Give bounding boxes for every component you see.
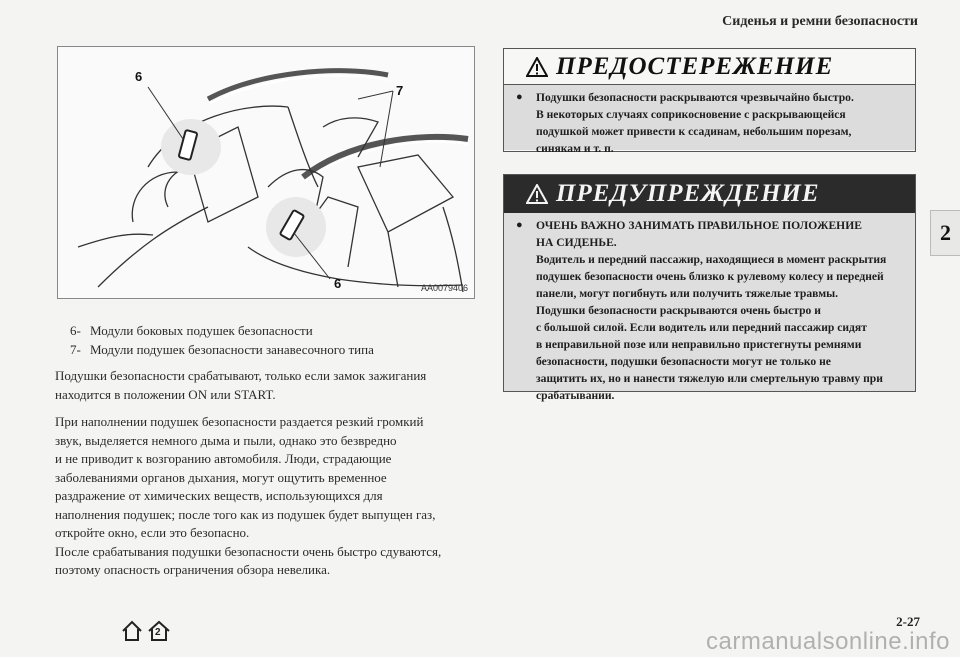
text-line: После срабатывания подушки безопасности очень быстро сдуваются, <box>55 543 442 559</box>
chapter-badge: 2 <box>155 627 161 638</box>
text-line: поэтому опасность ограничения обзора невелика. <box>55 562 331 577</box>
warning-header <box>504 175 915 213</box>
airbag-figure <box>57 46 475 299</box>
home-icon[interactable] <box>121 620 143 647</box>
text-line: синякам и т. п. <box>536 142 614 155</box>
watermark: carmanualsonline.info <box>706 628 950 655</box>
text-line: Подушки безопасности раскрываются очень быстро и <box>536 304 821 317</box>
text-line: раздражение от химических веществ, использующихся для <box>55 488 383 503</box>
warning-body <box>504 213 915 402</box>
text-line: и не приводит к возгоранию автомобиля. Люди, страдающие <box>55 451 392 466</box>
text-line: подушкой может привести к ссадинам, небольшим порезам, <box>536 125 852 138</box>
caption-text: Модули боковых подушек безопасности <box>90 323 313 338</box>
caution-body <box>504 85 915 155</box>
text-line: заболеваниями органов дыхания, могут ощутить временное <box>55 469 387 485</box>
text-line: Водитель и передний пассажир, находящиеся в момент раскрытия <box>536 253 887 266</box>
warning-triangle-icon <box>526 57 548 77</box>
text-line: наполнения подушек; после того как из подушек будет выпущен газ, <box>55 506 436 522</box>
text-line: ОЧЕНЬ ВАЖНО ЗАНИМАТЬ ПРАВИЛЬНОЕ ПОЛОЖЕНИЕ <box>536 219 862 232</box>
warning-triangle-icon <box>526 184 548 204</box>
callout-6-top: 6 <box>135 69 143 84</box>
warning-box <box>503 174 916 402</box>
list-item <box>516 217 907 404</box>
page-number: 2-27 <box>896 614 920 629</box>
callout-7: 7 <box>396 83 404 98</box>
caption-item <box>70 340 480 359</box>
caption-item <box>70 321 480 340</box>
caution-title: ПРЕДОСТЕРЕЖЕНИЕ <box>556 52 834 80</box>
text-line: При наполнении подушек безопасности раздается резкий громкий <box>55 414 424 429</box>
text-line: Подушки безопасности раскрываются чрезвычайно быстро. <box>536 91 854 104</box>
text-line: срабатывании. <box>536 389 615 402</box>
running-header: Сиденья и ремни безопасности <box>722 14 918 29</box>
caption-text: Модули подушек безопасности занавесочного типа <box>90 342 374 357</box>
caption-number: 7- <box>70 342 81 357</box>
callout-6-bottom: 6 <box>334 276 342 291</box>
text-line: звук, выделяется немного дыма и пыли, однако это безвредно <box>55 432 397 448</box>
chapter-home-icon[interactable] <box>147 620 171 642</box>
text-line: откройте окно, если это безопасно. <box>55 525 250 540</box>
text-line: с большой силой. Если водитель или передний пассажир сидят <box>536 321 867 334</box>
caption-number: 6- <box>70 323 81 338</box>
text-line: защитить их, но и нанести тяжелую или смертельную травму при <box>536 372 883 385</box>
nav-icons <box>121 620 171 647</box>
figure-captions <box>70 321 480 359</box>
text-line: панели, могут погибнуть или получить тяжелые травмы. <box>536 287 839 300</box>
text-line: в неправильной позе или неправильно пристегнуты ремнями <box>536 338 862 351</box>
chapter-tab[interactable]: 2 <box>930 210 960 256</box>
paragraph-ignition: Подушки безопасности срабатывают, только если замок зажигания находится в положении ON или START. <box>55 368 427 402</box>
text-line: НА СИДЕНЬЕ. <box>536 236 617 249</box>
paragraph-deployment <box>55 413 485 580</box>
caution-header <box>504 49 915 85</box>
text-line: В некоторых случаях соприкосновение с раскрывающейся <box>536 108 846 121</box>
bullet-icon: ● <box>516 219 523 231</box>
text-line: подушек безопасности очень близко к рулевому колесу и передней <box>536 270 884 283</box>
bullet-icon: ● <box>516 91 523 103</box>
list-item <box>516 89 907 157</box>
warning-title: ПРЕДУПРЕЖДЕНИЕ <box>556 180 820 207</box>
text-line: безопасности, подушки безопасности могут не только не <box>536 355 831 368</box>
car-interior-illustration <box>58 47 475 299</box>
caution-box <box>503 48 916 155</box>
figure-code: AA0079406 <box>420 283 468 293</box>
